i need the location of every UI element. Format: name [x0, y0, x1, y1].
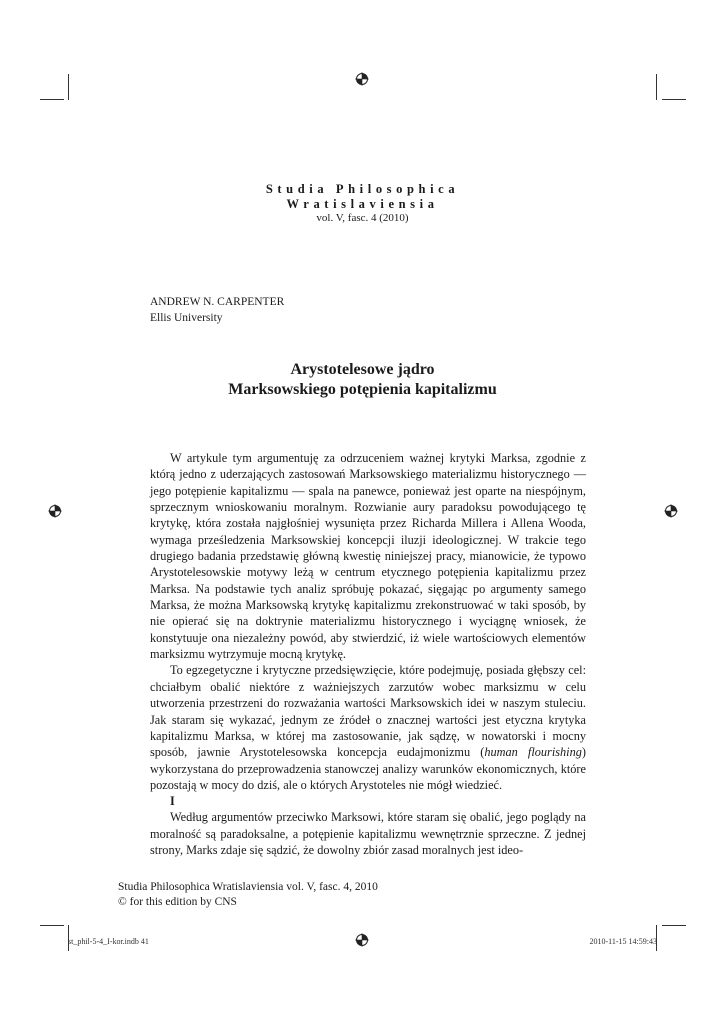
section-1 [150, 793, 586, 858]
author-name: ANDREW N. CARPENTER [150, 296, 285, 308]
article-title [0, 360, 725, 400]
abstract-paragraph-2: To egzegetyczne i krytyczne przedsięwzięcie, które podejmuję, posiada głębszy cel: chciałbym obalić niektóre z ważniejszych zarzutów wobec marksizmu w celu utworzenia przestrzeni do rozważania wartości Marksowskich idei w naszym stuleciu. Jak staram się wykazać, jednym ze źródeł o znacznej wartości jest etyczna krytyka kapitalizmu Marksa, w której ma zastosowanie, jak sądzę, w nowatorski i mocny sposób, jawnie Arystotelesowska koncepcja eudajmonizmu (human flourishing) wykorzystana do przeprowadzenia stanowczej analizy warunków ekonomicznych, które pozostają w mocy do dziś, ale o których Arystoteles nie mógł wiedzieć. [150, 663, 586, 792]
print-slug-timestamp: 2010-11-15 14:59:43 [589, 937, 657, 946]
footer-copyright: © for this edition by CNS [118, 896, 237, 908]
crop-mark [40, 925, 64, 926]
crop-mark [662, 925, 686, 926]
registration-mark-icon [48, 504, 62, 518]
registration-mark-icon [664, 504, 678, 518]
journal-volume: vol. V, fasc. 4 (2010) [316, 212, 409, 224]
abstract-paragraph-1: W artykule tym argumentuję za odrzuceniem ważnej krytyki Marksa, zgodnie z którą jedno z uderzających zastosowań Marksowskiego materializmu historycznego — jego potępienie kapitalizmu — spala na panewce, ponieważ jest oparte na niespójnym, sprzecznym wnioskowaniu moralnym. Rozwianie aury paradoksu powodującego tę krytykę, która została najgłośniej wysunięta przez Richarda Millera i Allena Wooda, wymaga prześledzenia Marksowskiej koncepcji iluzji ideologicznej. W trakcie tego drugiego badania przedstawię główną kwestię niniejszej pracy, mianowicie, że typowo Arystotelesowskie motywy leżą w centrum etycznego potępienia kapitalizmu przez Marksa. Na podstawie tych analiz spróbuję pokazać, sięgając po argumenty samego Marksa, że można Marksowską krytykę kapitalizmu zrekonstruować w taki sposób, by nie opierać się na doktrynie materializmu historycznego i wyciągnę wniosek, że konstytuuje ona niezależny powód, aby stwierdzić, iż wiele wartościowych elementów marksizmu wytrzymuje mocną krytykę. [150, 451, 586, 662]
section-paragraph: Według argumentów przeciwko Marksowi, które staram się obalić, jego poglądy na moralność są paradoksalne, a potępienie kapitalizmu wewnętrznie sprzeczne. Z jednej strony, Marks zdaje się sądzić, że dowolny zbiór zasad moralnych jest ideo- [150, 810, 586, 858]
journal-name-line2: Wratislaviensia [286, 197, 439, 211]
journal-name-line1: Studia Philosophica [265, 182, 460, 196]
article-title-line2: Marksowskiego potępienia kapitalizmu [228, 381, 497, 398]
crop-mark [662, 99, 686, 100]
author-block [150, 294, 284, 326]
abstract [150, 450, 586, 793]
print-slug-file: st_phil-5-4_I-kor.indb 41 [68, 937, 149, 946]
crop-mark [68, 74, 69, 100]
section-heading: I [170, 794, 175, 808]
crop-mark [40, 99, 64, 100]
crop-mark [656, 74, 657, 100]
footer-citation: Studia Philosophica Wratislaviensia vol. V, fasc. 4, 2010 [118, 881, 378, 893]
registration-mark-icon [355, 72, 369, 86]
article-title-line1: Arystotelesowe jądro [290, 361, 435, 378]
author-affiliation: Ellis University [150, 312, 223, 324]
registration-mark-icon [355, 933, 369, 947]
page-footer [118, 880, 378, 910]
